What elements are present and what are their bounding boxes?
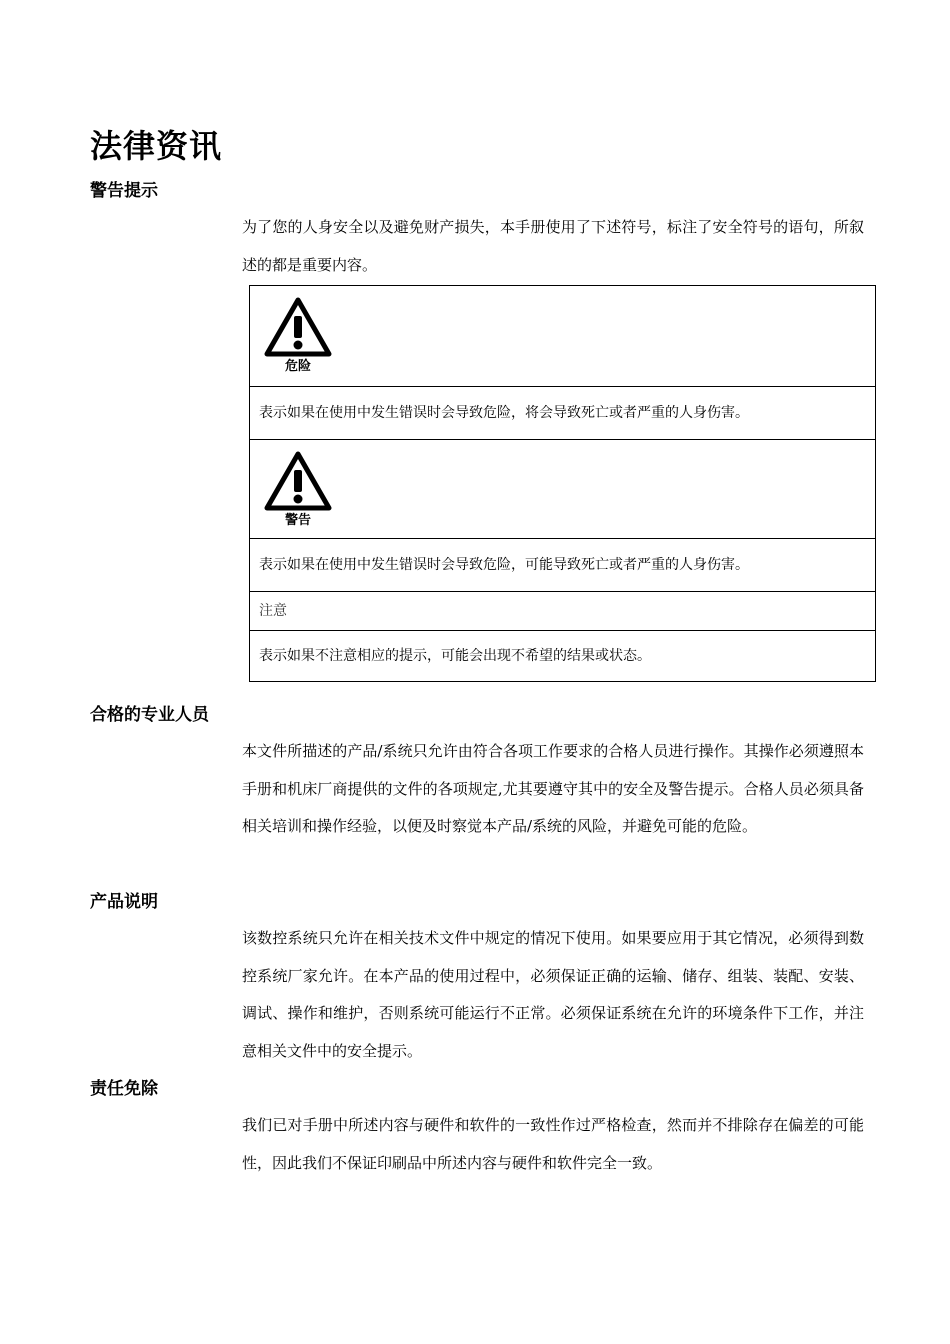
caution-label: 注意 [250, 591, 875, 630]
warning-intro: 为了您的人身安全以及避免财产损失，本手册使用了下述符号，标注了安全符号的语句，所叙述的都是重要内容。 [242, 218, 864, 274]
page-title: 法律资讯 [90, 127, 223, 165]
danger-description: 表示如果在使用中发生错误时会导致危险，将会导致死亡或者严重的人身伤害。 [250, 386, 875, 439]
section-heading-product: 产品说明 [90, 892, 158, 912]
warning-label: 警告 [284, 513, 311, 528]
product-body: 该数控系统只允许在相关技术文件中规定的情况下使用。如果要应用于其它情况，必须得到数控系统厂家允许。在本产品的使用过程中，必须保证正确的运输、储存、组装、装配、安装、调试、操作和维护，否则系统可能运行不正常。必须保证系统在允许的环境条件下工作，并注意相关文件中的安全提示。 [242, 929, 864, 1060]
qualified-body: 本文件所描述的产品/系统只允许由符合各项工作要求的合格人员进行操作。其操作必须遵照本手册和机床厂商提供的文件的各项规定,尤其要遵守其中的安全及警告提示。合格人员必须具备相关培训和操作经验，以便及时察觉本产品/系统的风险，并避免可能的危险。 [242, 742, 864, 835]
section-heading-qualified: 合格的专业人员 [90, 705, 209, 725]
danger-icon-row [250, 286, 875, 386]
warning-description: 表示如果在使用中发生错误时会导致危险，可能导致死亡或者严重的人身伤害。 [250, 538, 875, 591]
warning-triangle-icon [263, 450, 333, 512]
warning-icon-row [250, 439, 875, 538]
disclaimer-body: 我们已对手册中所述内容与硬件和软件的一致性作过严格检查，然而并不排除存在偏差的可能性，因此我们不保证印刷品中所述内容与硬件和软件完全一致。 [242, 1116, 864, 1172]
section-heading-warning: 警告提示 [90, 181, 158, 201]
caution-description: 表示如果不注意相应的提示，可能会出现不希望的结果或状态。 [250, 630, 875, 681]
section-heading-disclaimer: 责任免除 [90, 1079, 158, 1099]
danger-label: 危险 [284, 359, 311, 374]
warning-triangle-icon [263, 296, 333, 358]
safety-notice-table [249, 285, 876, 682]
